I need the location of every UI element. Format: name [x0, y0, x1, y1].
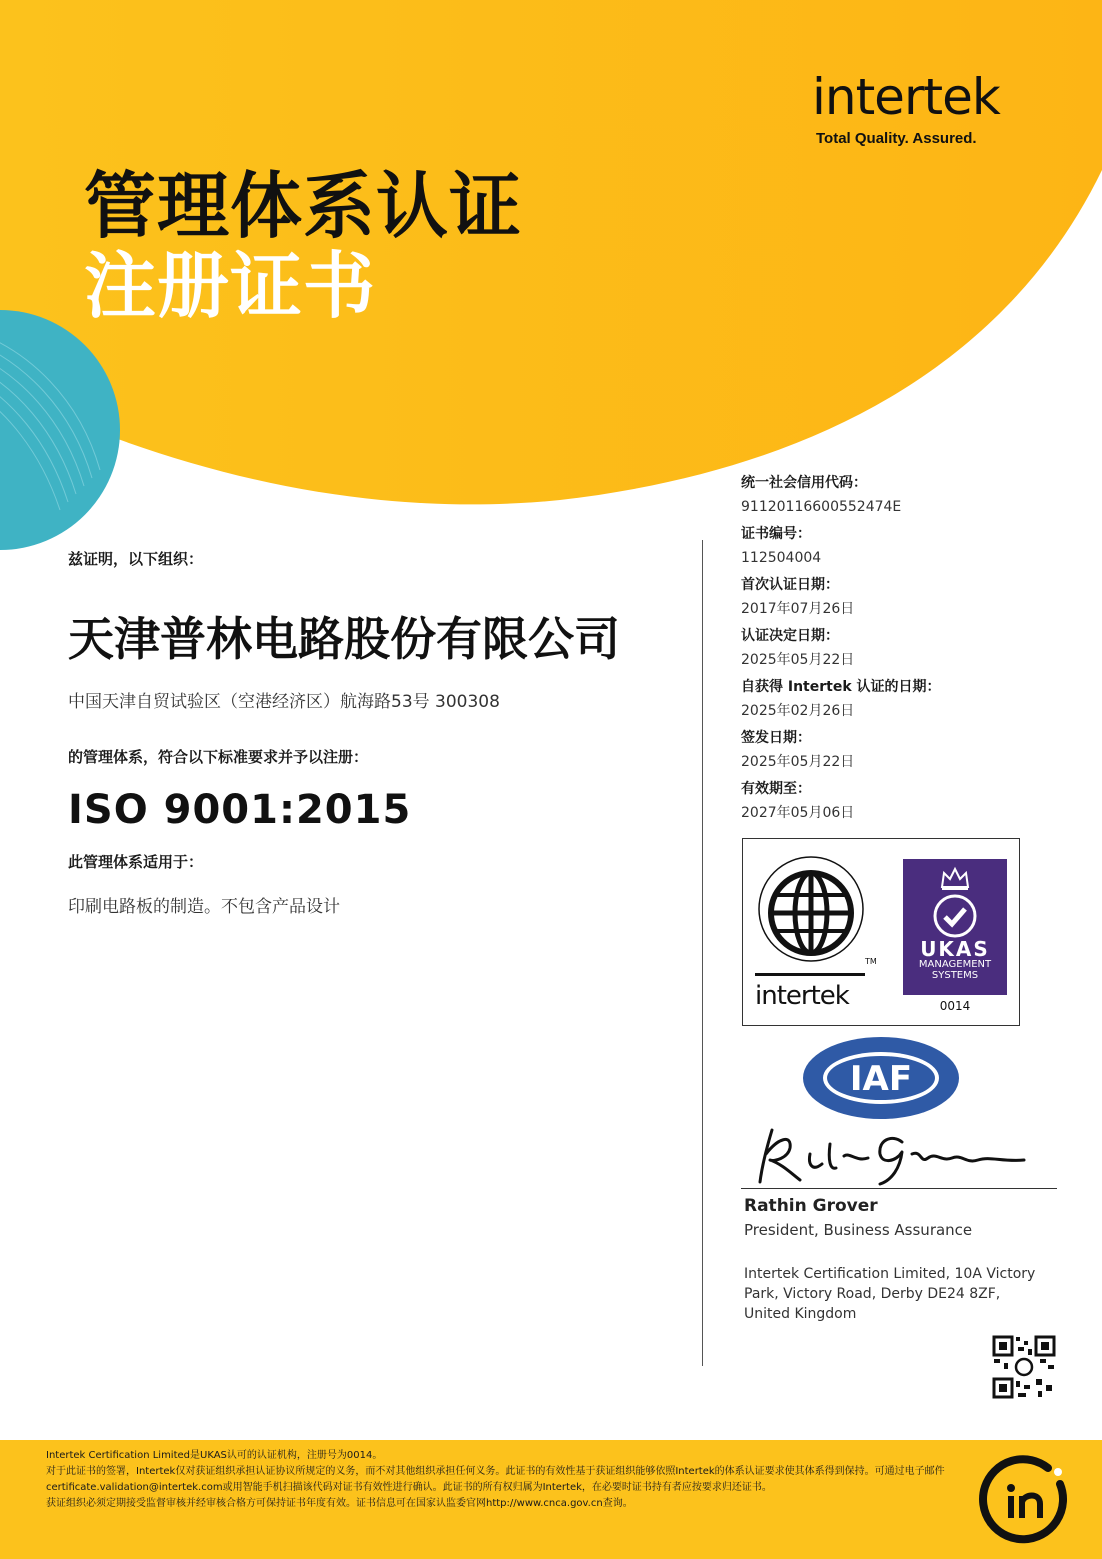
detail-value: 2017年07月26日: [741, 601, 855, 617]
column-divider: [702, 540, 703, 1366]
detail-label: 统一社会信用代码：: [741, 475, 867, 491]
signatory-name: Rathin Grover: [744, 1196, 878, 1216]
standard-name: ISO 9001:2015: [68, 787, 412, 833]
iaf-mla-logo: [800, 1034, 962, 1122]
detail-label: 签发日期：: [741, 730, 811, 746]
qr-code-icon[interactable]: [992, 1335, 1056, 1399]
detail-value: 2025年02月26日: [741, 703, 855, 719]
detail-label: 首次认证日期：: [741, 577, 839, 593]
footer-disclaimer: [46, 1448, 946, 1512]
standard-label: 的管理体系，符合以下标准要求并予以注册：: [68, 748, 369, 766]
certificate-details: [741, 474, 1061, 831]
ukas-subtitle-1: MANAGEMENT: [918, 959, 992, 970]
intro-label: 兹证明，以下组织：: [68, 550, 204, 568]
ukas-subtitle-2: SYSTEMS: [931, 970, 979, 981]
signature-image: [752, 1124, 1042, 1188]
footer-band: [0, 1440, 1102, 1559]
detail-label: 自获得 Intertek 认证的日期：: [741, 679, 941, 695]
seal-underline: [755, 973, 865, 976]
crown-icon: [939, 865, 971, 891]
logo-wordmark: intertek: [812, 68, 1000, 126]
certificate-title-line2: 注册证书: [84, 244, 377, 328]
signatory-title: President, Business Assurance: [744, 1221, 973, 1239]
iso-globe-seal-icon: [753, 853, 869, 965]
footer-line-3: 获证组织必须定期接受监督审核并经审核合格方可保持证书年度有效。证书信息可在国家认监委官网http://www.cnca.gov.cn查询。: [46, 1498, 633, 1509]
detail-value: 2025年05月22日: [741, 652, 855, 668]
trademark-mark: TM: [865, 957, 877, 966]
detail-value: 2027年05月06日: [741, 805, 855, 821]
accreditation-box: [742, 838, 1020, 1026]
intertek-logo: [812, 68, 1052, 147]
ukas-wordmark: UKAS: [920, 937, 990, 961]
certificate-body: [68, 548, 698, 917]
detail-value: 91120116600552474E: [741, 499, 902, 515]
ukas-registration-number: 0014: [939, 999, 971, 1013]
footer-line-2: 对于此证书的签署，Intertek仅对获证组织承担认证协议所规定的义务，而不对其他组织承担任何义务。此证书的有效性基于获证组织能够依照Intertek的体系认证要求使其体系得到保持。可通过电子邮件certificate.validation@intertek.com或用智能手机扫描该代码对证书有效性进行确认。此证书的所有权归属为Intertek，在必要时证书持有者应按要求归还证书。: [46, 1466, 945, 1493]
logo-tagline: Total Quality. Assured.: [816, 130, 977, 147]
issuer-address: Intertek Certification Limited, 10A Victory Park, Victory Road, Derby DE24 8ZF, United Kingdom: [744, 1266, 1036, 1322]
detail-value: 2025年05月22日: [741, 754, 855, 770]
certificate-title-line1: 管理体系认证: [84, 164, 523, 248]
scope-label: 此管理体系适用于：: [68, 853, 204, 871]
detail-label: 认证决定日期：: [741, 628, 839, 644]
company-address: 中国天津自贸试验区（空港经济区）航海路53号 300308: [68, 692, 500, 712]
checkmark-badge-icon: [927, 893, 983, 939]
intertek-wordmark: intertek: [755, 981, 849, 1011]
detail-label: 证书编号：: [741, 526, 811, 542]
company-name: 天津普林电路股份有限公司: [68, 612, 620, 666]
ukas-badge: [903, 859, 1007, 995]
footer-line-1: Intertek Certification Limited是UKAS认可的认证机构，注册号为0014。: [46, 1450, 383, 1461]
scope-text: 印刷电路板的制造。不包含产品设计: [68, 897, 340, 917]
detail-value: 112504004: [741, 550, 822, 566]
svg-text:IAF: IAF: [849, 1059, 913, 1099]
signature-line: [741, 1188, 1057, 1189]
intertek-ring-icon: [978, 1454, 1074, 1550]
detail-label: 有效期至：: [741, 781, 811, 797]
